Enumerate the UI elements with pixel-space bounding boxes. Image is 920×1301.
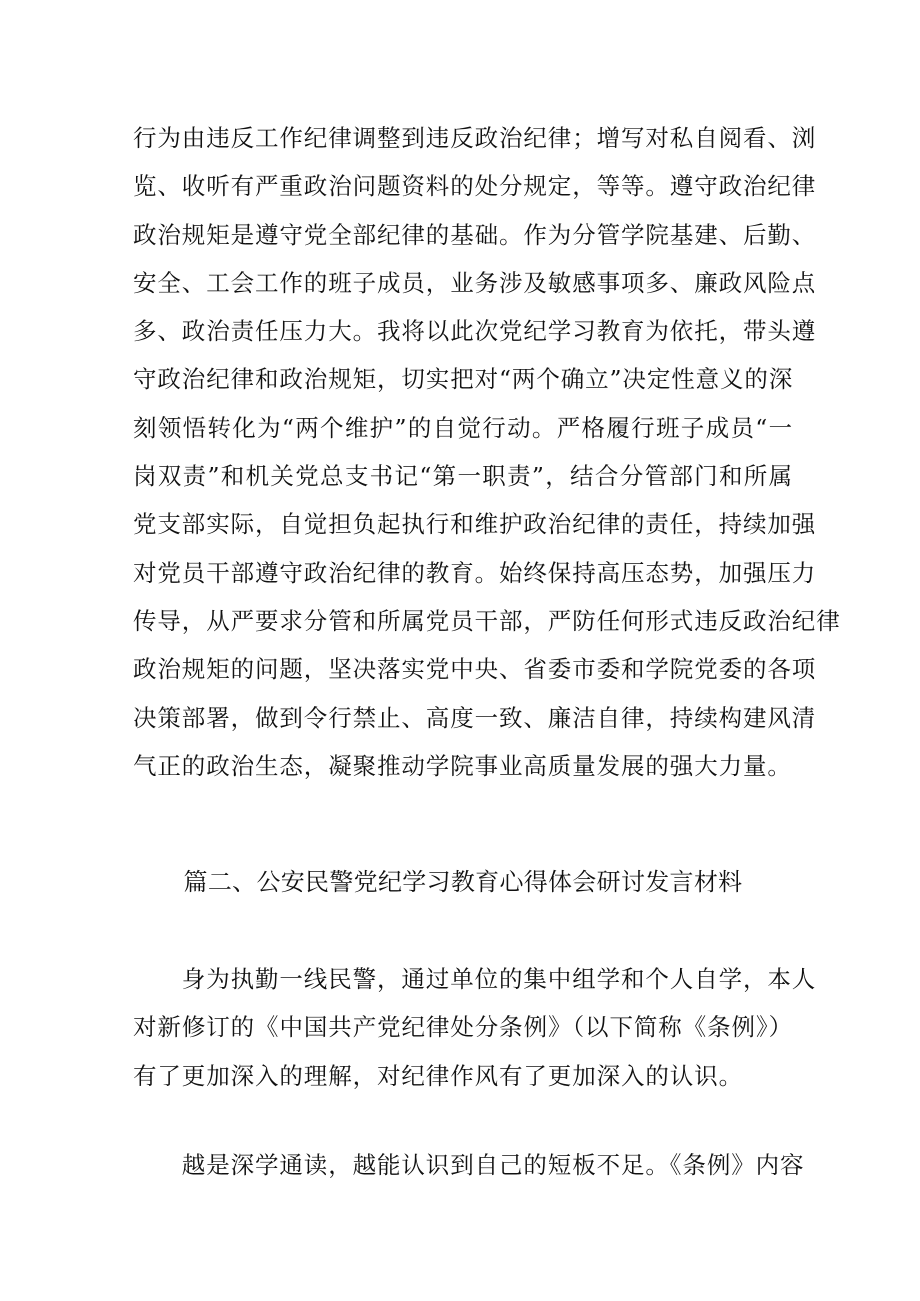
body-paragraph-3 xyxy=(133,1141,805,1189)
text-line: 政治规矩是遵守党全部纪律的基础。作为分管学院基建、后勤、 xyxy=(133,220,817,249)
text-line: 守政治纪律和政治规矩，切实把对“两个确立”决定性意义的深 xyxy=(133,365,794,394)
text-line: 安全、工会工作的班子成员，业务涉及敏感事项多、廉政风险点 xyxy=(133,268,817,297)
body-paragraph-2 xyxy=(133,955,817,1100)
body-paragraph-1 xyxy=(133,114,841,790)
section-heading: 篇二、公安民警党纪学习教育心得体会研讨发言材料 xyxy=(183,868,743,896)
text-line: 传导，从严要求分管和所属党员干部，严防任何形式违反政治纪律 xyxy=(133,606,841,635)
text-line: 有了更加深入的理解，对纪律作风有了更加深入的认识。 xyxy=(133,1061,743,1090)
text-line: 对党员干部遵守政治纪律的教育。始终保持高压态势，加强压力 xyxy=(133,558,817,587)
text-line: 多、政治责任压力大。我将以此次党纪学习教育为依托，带头遵 xyxy=(133,317,817,346)
text-line: 身为执勤一线民警，通过单位的集中组学和个人自学，本人 xyxy=(133,965,817,993)
text-line: 决策部署，做到令行禁止、高度一致、廉洁自律，持续构建风清 xyxy=(133,703,817,732)
text-line: 党支部实际，自觉担负起执行和维护政治纪律的责任，持续加强 xyxy=(133,510,817,539)
text-line: 气正的政治生态，凝聚推动学院事业高质量发展的强大力量。 xyxy=(133,751,792,780)
text-line: 览、收听有严重政治问题资料的处分规定，等等。遵守政治纪律 xyxy=(133,172,817,201)
text-line: 对新修订的《中国共产党纪律处分条例》（以下简称《条例》） xyxy=(133,1013,793,1042)
text-line: 岗双责”和机关党总支书记“第一职责”，结合分管部门和所属 xyxy=(133,462,793,491)
text-line: 政治规矩的问题，坚决落实党中央、省委市委和学院党委的各项 xyxy=(133,655,817,684)
text-line: 行为由违反工作纪律调整到违反政治纪律；增写对私自阅看、浏 xyxy=(133,124,817,152)
text-line: 越是深学通读，越能认识到自己的短板不足。《条例》内容 xyxy=(133,1151,805,1179)
text-line: 刻领悟转化为“两个维护”的自觉行动。严格履行班子成员“一 xyxy=(133,413,793,442)
